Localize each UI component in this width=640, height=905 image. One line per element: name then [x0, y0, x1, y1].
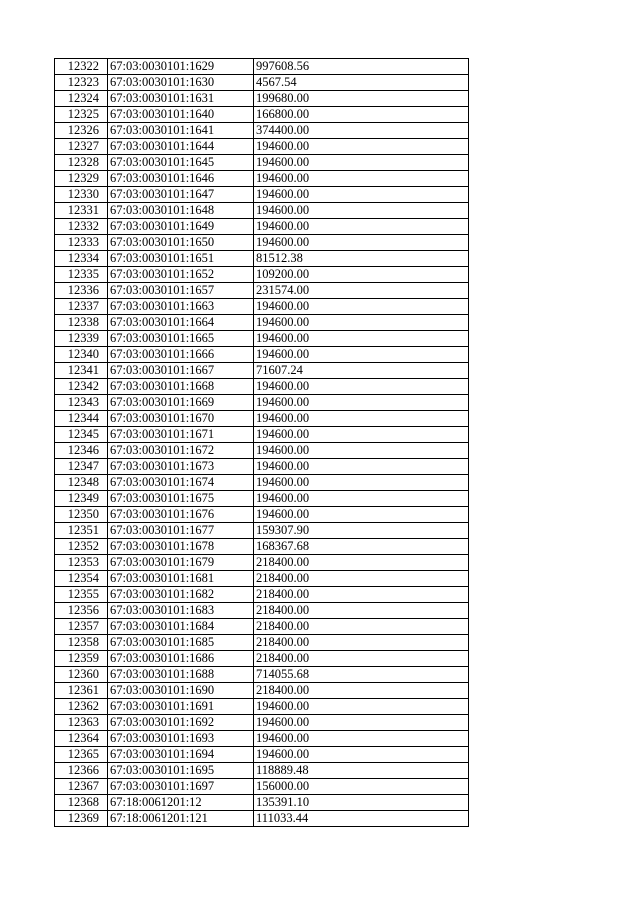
- value-cell: 218400.00: [254, 587, 469, 603]
- table-row: [55, 587, 469, 603]
- table-row: [55, 379, 469, 395]
- value-cell: 997608.56: [254, 59, 469, 75]
- table-row: [55, 107, 469, 123]
- value-cell: 194600.00: [254, 139, 469, 155]
- row-number-cell: 12325: [55, 107, 108, 123]
- row-number-cell: 12332: [55, 219, 108, 235]
- cadastral-number-cell: 67:03:0030101:1651: [108, 251, 254, 267]
- cadastral-number-cell: 67:03:0030101:1657: [108, 283, 254, 299]
- value-cell: 218400.00: [254, 651, 469, 667]
- cadastral-number-cell: 67:03:0030101:1677: [108, 523, 254, 539]
- cadastral-number-cell: 67:03:0030101:1645: [108, 155, 254, 171]
- value-cell: 231574.00: [254, 283, 469, 299]
- cadastral-number-cell: 67:03:0030101:1690: [108, 683, 254, 699]
- value-cell: 194600.00: [254, 731, 469, 747]
- table-row: [55, 683, 469, 699]
- row-number-cell: 12342: [55, 379, 108, 395]
- row-number-cell: 12356: [55, 603, 108, 619]
- value-cell: 194600.00: [254, 459, 469, 475]
- row-number-cell: 12354: [55, 571, 108, 587]
- value-cell: 194600.00: [254, 203, 469, 219]
- row-number-cell: 12347: [55, 459, 108, 475]
- cadastral-number-cell: 67:03:0030101:1694: [108, 747, 254, 763]
- cadastral-number-cell: 67:03:0030101:1631: [108, 91, 254, 107]
- value-cell: 71607.24: [254, 363, 469, 379]
- value-cell: 194600.00: [254, 379, 469, 395]
- table-row: [55, 651, 469, 667]
- row-number-cell: 12339: [55, 331, 108, 347]
- row-number-cell: 12338: [55, 315, 108, 331]
- cadastral-number-cell: 67:03:0030101:1650: [108, 235, 254, 251]
- cadastral-number-cell: 67:03:0030101:1663: [108, 299, 254, 315]
- table-row: [55, 235, 469, 251]
- value-cell: 194600.00: [254, 219, 469, 235]
- row-number-cell: 12351: [55, 523, 108, 539]
- value-cell: 81512.38: [254, 251, 469, 267]
- table-row: [55, 123, 469, 139]
- table-row: [55, 395, 469, 411]
- table-row: [55, 475, 469, 491]
- table-row: [55, 491, 469, 507]
- value-cell: 109200.00: [254, 267, 469, 283]
- value-cell: 194600.00: [254, 699, 469, 715]
- table-row: [55, 75, 469, 91]
- row-number-cell: 12337: [55, 299, 108, 315]
- row-number-cell: 12330: [55, 187, 108, 203]
- row-number-cell: 12364: [55, 731, 108, 747]
- table-row: [55, 315, 469, 331]
- table-row: [55, 715, 469, 731]
- cadastral-number-cell: 67:03:0030101:1647: [108, 187, 254, 203]
- table-row: [55, 603, 469, 619]
- row-number-cell: 12362: [55, 699, 108, 715]
- value-cell: 199680.00: [254, 91, 469, 107]
- row-number-cell: 12367: [55, 779, 108, 795]
- value-cell: 194600.00: [254, 299, 469, 315]
- row-number-cell: 12352: [55, 539, 108, 555]
- cadastral-number-cell: 67:03:0030101:1672: [108, 443, 254, 459]
- value-cell: 194600.00: [254, 715, 469, 731]
- row-number-cell: 12343: [55, 395, 108, 411]
- row-number-cell: 12326: [55, 123, 108, 139]
- cadastral-number-cell: 67:03:0030101:1646: [108, 171, 254, 187]
- cadastral-number-cell: 67:03:0030101:1630: [108, 75, 254, 91]
- cadastral-number-cell: 67:03:0030101:1697: [108, 779, 254, 795]
- cadastral-number-cell: 67:03:0030101:1666: [108, 347, 254, 363]
- table-row: [55, 139, 469, 155]
- value-cell: 194600.00: [254, 315, 469, 331]
- row-number-cell: 12353: [55, 555, 108, 571]
- row-number-cell: 12359: [55, 651, 108, 667]
- cadastral-number-cell: 67:03:0030101:1686: [108, 651, 254, 667]
- value-cell: 194600.00: [254, 155, 469, 171]
- cadastral-number-cell: 67:03:0030101:1667: [108, 363, 254, 379]
- value-cell: 218400.00: [254, 635, 469, 651]
- value-cell: 194600.00: [254, 347, 469, 363]
- table-row: [55, 171, 469, 187]
- table-row: [55, 363, 469, 379]
- cadastral-number-cell: 67:03:0030101:1649: [108, 219, 254, 235]
- table-body: [55, 59, 469, 827]
- cadastral-number-cell: 67:03:0030101:1693: [108, 731, 254, 747]
- value-cell: 166800.00: [254, 107, 469, 123]
- table-row: [55, 331, 469, 347]
- row-number-cell: 12344: [55, 411, 108, 427]
- cadastral-number-cell: 67:03:0030101:1669: [108, 395, 254, 411]
- row-number-cell: 12349: [55, 491, 108, 507]
- value-cell: 194600.00: [254, 331, 469, 347]
- row-number-cell: 12335: [55, 267, 108, 283]
- value-cell: 4567.54: [254, 75, 469, 91]
- value-cell: 194600.00: [254, 235, 469, 251]
- row-number-cell: 12345: [55, 427, 108, 443]
- table-row: [55, 299, 469, 315]
- cadastral-number-cell: 67:03:0030101:1684: [108, 619, 254, 635]
- table-row: [55, 507, 469, 523]
- cadastral-number-cell: 67:03:0030101:1683: [108, 603, 254, 619]
- table-row: [55, 411, 469, 427]
- cadastral-number-cell: 67:03:0030101:1641: [108, 123, 254, 139]
- row-number-cell: 12329: [55, 171, 108, 187]
- cadastral-number-cell: 67:03:0030101:1675: [108, 491, 254, 507]
- value-cell: 218400.00: [254, 603, 469, 619]
- table-row: [55, 251, 469, 267]
- value-cell: 194600.00: [254, 411, 469, 427]
- value-cell: 194600.00: [254, 491, 469, 507]
- value-cell: 194600.00: [254, 171, 469, 187]
- table-row: [55, 427, 469, 443]
- table-row: [55, 555, 469, 571]
- cadastral-number-cell: 67:03:0030101:1629: [108, 59, 254, 75]
- value-cell: 194600.00: [254, 395, 469, 411]
- cadastral-number-cell: 67:03:0030101:1688: [108, 667, 254, 683]
- cadastral-number-cell: 67:03:0030101:1652: [108, 267, 254, 283]
- table-row: [55, 203, 469, 219]
- table-row: [55, 459, 469, 475]
- row-number-cell: 12355: [55, 587, 108, 603]
- table-row: [55, 779, 469, 795]
- table-row: [55, 619, 469, 635]
- cadastral-number-cell: 67:03:0030101:1664: [108, 315, 254, 331]
- value-cell: 194600.00: [254, 475, 469, 491]
- cadastral-number-cell: 67:03:0030101:1691: [108, 699, 254, 715]
- value-cell: 374400.00: [254, 123, 469, 139]
- row-number-cell: 12346: [55, 443, 108, 459]
- row-number-cell: 12350: [55, 507, 108, 523]
- value-cell: 156000.00: [254, 779, 469, 795]
- value-cell: 218400.00: [254, 619, 469, 635]
- cadastral-number-cell: 67:03:0030101:1678: [108, 539, 254, 555]
- cadastral-number-cell: 67:18:0061201:12: [108, 795, 254, 811]
- cadastral-number-cell: 67:03:0030101:1685: [108, 635, 254, 651]
- value-cell: 194600.00: [254, 747, 469, 763]
- table-row: [55, 699, 469, 715]
- table-row: [55, 539, 469, 555]
- row-number-cell: 12331: [55, 203, 108, 219]
- cadastral-number-cell: 67:03:0030101:1682: [108, 587, 254, 603]
- value-cell: 168367.68: [254, 539, 469, 555]
- cadastral-number-cell: 67:03:0030101:1695: [108, 763, 254, 779]
- table-row: [55, 219, 469, 235]
- cadastral-number-cell: 67:03:0030101:1648: [108, 203, 254, 219]
- value-cell: 218400.00: [254, 571, 469, 587]
- value-cell: 218400.00: [254, 555, 469, 571]
- value-cell: 159307.90: [254, 523, 469, 539]
- cadastral-number-cell: 67:03:0030101:1692: [108, 715, 254, 731]
- value-cell: 194600.00: [254, 187, 469, 203]
- row-number-cell: 12361: [55, 683, 108, 699]
- cadastral-number-cell: 67:03:0030101:1640: [108, 107, 254, 123]
- row-number-cell: 12341: [55, 363, 108, 379]
- cadastral-number-cell: 67:03:0030101:1665: [108, 331, 254, 347]
- table-row: [55, 523, 469, 539]
- cadastral-number-cell: 67:03:0030101:1674: [108, 475, 254, 491]
- table-row: [55, 187, 469, 203]
- table-row: [55, 731, 469, 747]
- table-row: [55, 155, 469, 171]
- row-number-cell: 12358: [55, 635, 108, 651]
- row-number-cell: 12365: [55, 747, 108, 763]
- value-cell: 194600.00: [254, 427, 469, 443]
- cadastral-number-cell: 67:03:0030101:1670: [108, 411, 254, 427]
- table-row: [55, 795, 469, 811]
- row-number-cell: 12366: [55, 763, 108, 779]
- row-number-cell: 12328: [55, 155, 108, 171]
- cadastral-number-cell: 67:03:0030101:1673: [108, 459, 254, 475]
- value-cell: 118889.48: [254, 763, 469, 779]
- table-row: [55, 667, 469, 683]
- value-cell: 218400.00: [254, 683, 469, 699]
- row-number-cell: 12357: [55, 619, 108, 635]
- row-number-cell: 12324: [55, 91, 108, 107]
- value-cell: 111033.44: [254, 811, 469, 827]
- row-number-cell: 12322: [55, 59, 108, 75]
- table-row: [55, 59, 469, 75]
- row-number-cell: 12348: [55, 475, 108, 491]
- cadastral-number-cell: 67:03:0030101:1679: [108, 555, 254, 571]
- table-row: [55, 283, 469, 299]
- table-row: [55, 763, 469, 779]
- cadastral-number-cell: 67:03:0030101:1671: [108, 427, 254, 443]
- cadastral-number-cell: 67:18:0061201:121: [108, 811, 254, 827]
- row-number-cell: 12333: [55, 235, 108, 251]
- table-row: [55, 267, 469, 283]
- cadastral-number-cell: 67:03:0030101:1668: [108, 379, 254, 395]
- cadastral-number-cell: 67:03:0030101:1681: [108, 571, 254, 587]
- row-number-cell: 12327: [55, 139, 108, 155]
- value-cell: 135391.10: [254, 795, 469, 811]
- table-row: [55, 635, 469, 651]
- table-row: [55, 571, 469, 587]
- cadastral-number-cell: 67:03:0030101:1644: [108, 139, 254, 155]
- row-number-cell: 12323: [55, 75, 108, 91]
- value-cell: 194600.00: [254, 443, 469, 459]
- row-number-cell: 12340: [55, 347, 108, 363]
- value-cell: 714055.68: [254, 667, 469, 683]
- table-row: [55, 347, 469, 363]
- data-table: [54, 58, 469, 827]
- row-number-cell: 12360: [55, 667, 108, 683]
- row-number-cell: 12334: [55, 251, 108, 267]
- row-number-cell: 12363: [55, 715, 108, 731]
- table-row: [55, 747, 469, 763]
- row-number-cell: 12368: [55, 795, 108, 811]
- value-cell: 194600.00: [254, 507, 469, 523]
- row-number-cell: 12369: [55, 811, 108, 827]
- table-row: [55, 91, 469, 107]
- table-row: [55, 443, 469, 459]
- cadastral-number-cell: 67:03:0030101:1676: [108, 507, 254, 523]
- row-number-cell: 12336: [55, 283, 108, 299]
- table-row: [55, 811, 469, 827]
